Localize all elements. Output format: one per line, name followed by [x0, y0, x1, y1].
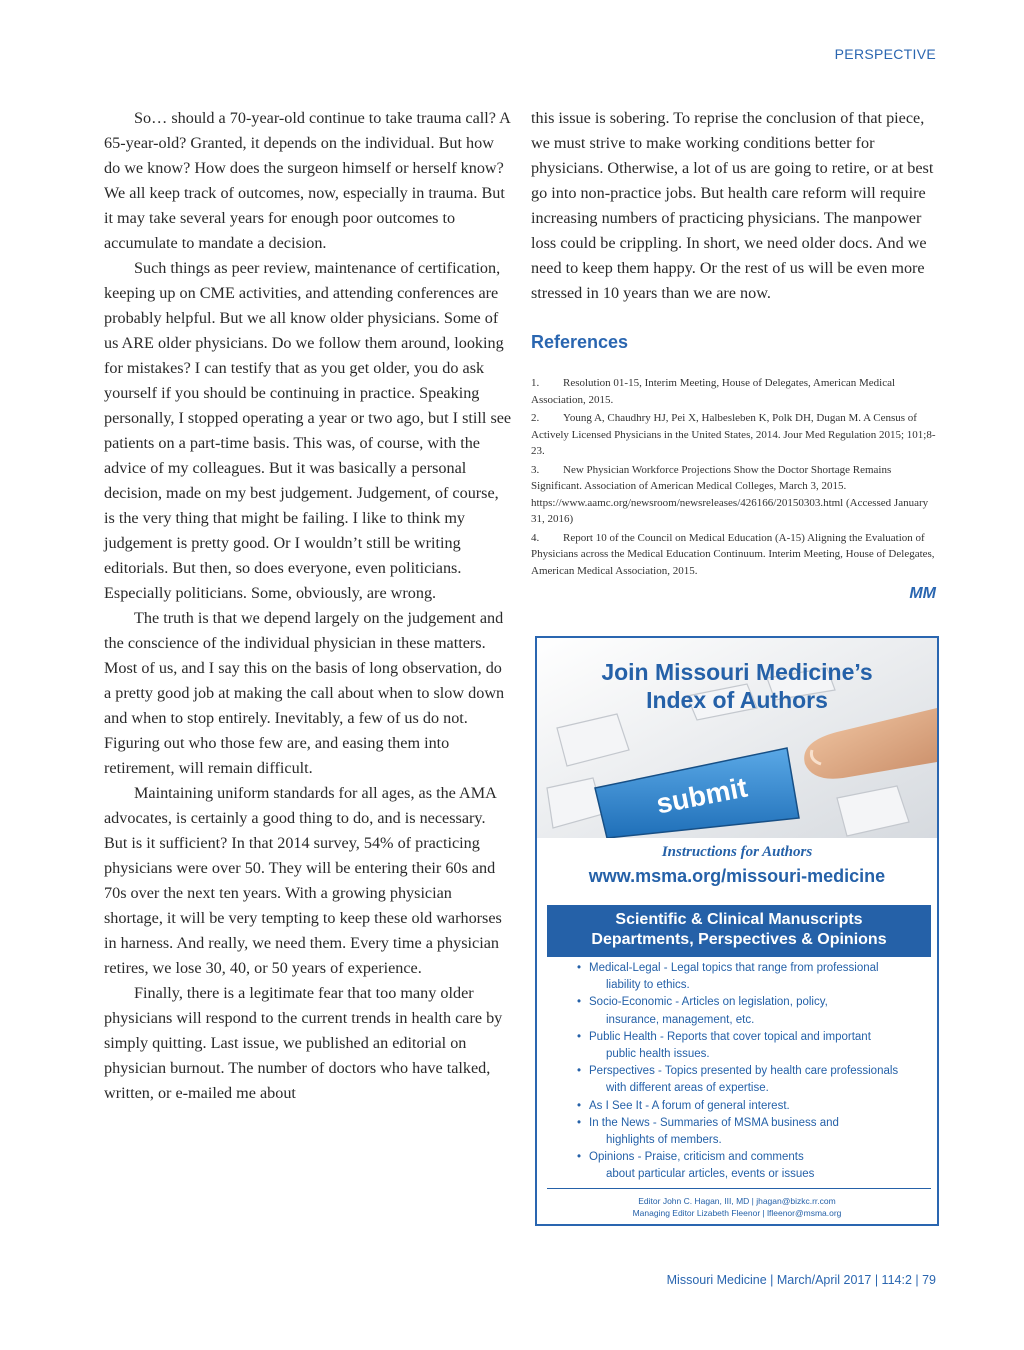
ad-topic-list	[577, 960, 933, 1184]
list-item: • In the News - Summaries of MSMA business and highlights of members.	[577, 1116, 839, 1147]
body-paragraph: The truth is that we depend largely on the judgement and the conscience of the individual physician in these matters. Most of us, and I say this on the basis of long observation, do a pretty good job at making the call about when to slow down and when to stop entirely. Inevitably, a few of us do not. Figuring out who those few are, and easing them into retirement, will remain difficult.	[104, 609, 505, 777]
list-item: • Opinions - Praise, criticism and comments about particular articles, events or issues	[577, 1151, 815, 1181]
references-list	[531, 375, 941, 579]
instructions-label: Instructions for Authors	[661, 844, 813, 860]
managing-editor-line: Managing Editor Lizabeth Fleenor | lfleenor@msma.org	[632, 1208, 842, 1218]
divider	[547, 1188, 931, 1189]
ad-banner: Scientific & Clinical Manuscripts Departments, Perspectives & Opinions	[547, 905, 931, 957]
ad-title: Join Missouri Medicine’s Index of Authors	[601, 659, 873, 713]
body-paragraph: Maintaining uniform standards for all ages, as the AMA advocates, is certainly a good thing to do, and is necessary. But is it sufficient? In that 2014 survey, 54% of practicing physicians were over 50. They will be entering their 60s and 70s over the next ten years. With a growing physician shortage, it will be very tempting to keep these old warhorses in harness. And really, we need them. Every time a physician retires, we lose 30, 40, or 50 years of experience.	[104, 784, 502, 977]
reference-item: 2. Young A, Chaudhry HJ, Pei X, Halbesleben K, Polk DH, Dugan M. A Census of Actively Licensed Physicians in the United States, 2014. Jour Med Regulation 2015; 101;8-23.	[531, 412, 936, 457]
left-column	[104, 106, 512, 1106]
reference-item: 4. Report 10 of the Council on Medical Education (A-15) Aligning the Evaluation of Physicians across the Medical Education Continuum. Interim Meeting, House of Delegates, American Medical Association, 2015.	[531, 531, 935, 577]
end-mark: MM	[909, 585, 936, 602]
list-item: • Socio-Economic - Articles on legislation, policy, insurance, management, etc.	[577, 996, 828, 1026]
submit-key-label: submit	[653, 771, 750, 820]
list-item: • As I See It - A forum of general interest.	[577, 1098, 933, 1115]
list-item: • Medical-Legal - Legal topics that range from professional liability to ethics.	[577, 962, 879, 992]
page-footer: Missouri Medicine | March/April 2017 | 114:2 | 79	[666, 1273, 936, 1287]
ad-url-link[interactable]: www.msma.org/missouri-medicine	[588, 866, 886, 886]
section-label: PERSPECTIVE	[834, 46, 936, 62]
reference-item: 1. Resolution 01-15, Interim Meeting, House of Delegates, American Medical Association, 2015.	[531, 377, 896, 406]
bullet-icon: •	[577, 1099, 582, 1112]
bullet-icon: •	[577, 1116, 582, 1129]
body-paragraph: Such things as peer review, maintenance of certification, keeping up on CME activities, and attending conferences are probably helpful. But we all know older physicians. Some of us ARE older physicians. Do we follow them around, looking for mistakes? I can testify that as you get older, you do ask yourself if you should be continuing in practice. Speaking personally, I stopped operating a year or two ago, but I still see patients on a part-time basis. This was, of course, with the advice of my colleagues. But it was basically a personal decision, made on my best judgement. Judgement, of course, is the very thing that might be failing. I like to think my judgement is pretty good. Or I wouldn’t still be writing editorials. But then, so does everyone, even politicians. Especially politicians. Some, obviously, are wrong.	[104, 259, 512, 602]
bullet-icon: •	[577, 1151, 582, 1164]
body-paragraph: Finally, there is a legitimate fear that too many older physicians will respond to the current trends in health care by simply quitting. Last issue, we published an editorial on physician burnout. The number of doctors who have talked, written, or e-mailed me about	[104, 984, 503, 1102]
bullet-icon: •	[577, 1030, 582, 1043]
list-item: • Perspectives - Topics presented by health care professionals with different areas of expertise.	[577, 1065, 899, 1095]
bullet-icon: •	[577, 1065, 582, 1078]
editor-line: Editor John C. Hagan, III, MD | jhagan@bizkc.rr.com	[638, 1196, 836, 1206]
reference-item: 3. New Physician Workforce Projections Show the Doctor Shortage Remains Significant. Association of American Medical Colleges, March 3, 2015. https://www.aamc.org/newsroom/newsreleases/426166/20150303.html (Accessed January 31, 2016)	[531, 463, 929, 525]
right-column	[531, 106, 941, 581]
bullet-icon: •	[577, 996, 582, 1009]
index-of-authors-ad	[535, 636, 939, 1226]
editor-credits	[537, 1195, 937, 1219]
bullet-icon: •	[577, 962, 582, 974]
references-heading: References	[531, 332, 629, 352]
body-paragraph: So… should a 70-year-old continue to take trauma call? A 65-year-old? Granted, it depends on the individual. But how do we know? How does the surgeon himself or herself know? We all keep track of outcomes, now, especially in trauma. But it may take several years for enough poor outcomes to accumulate to mandate a decision.	[104, 109, 510, 252]
list-item: • Public Health - Reports that cover topical and important public health issues.	[577, 1030, 871, 1061]
body-paragraph: this issue is sobering. To reprise the conclusion of that piece, we must strive to make working conditions better for physicians. Otherwise, a lot of us are going to retire, or at best go into non-practice jobs. But health care reform will require increasing numbers of practicing physicians. The manpower loss could be crippling. In short, we need older docs. And we need to keep them happy. Or the rest of us will be even more stressed in 10 years than we are now.	[531, 109, 934, 302]
